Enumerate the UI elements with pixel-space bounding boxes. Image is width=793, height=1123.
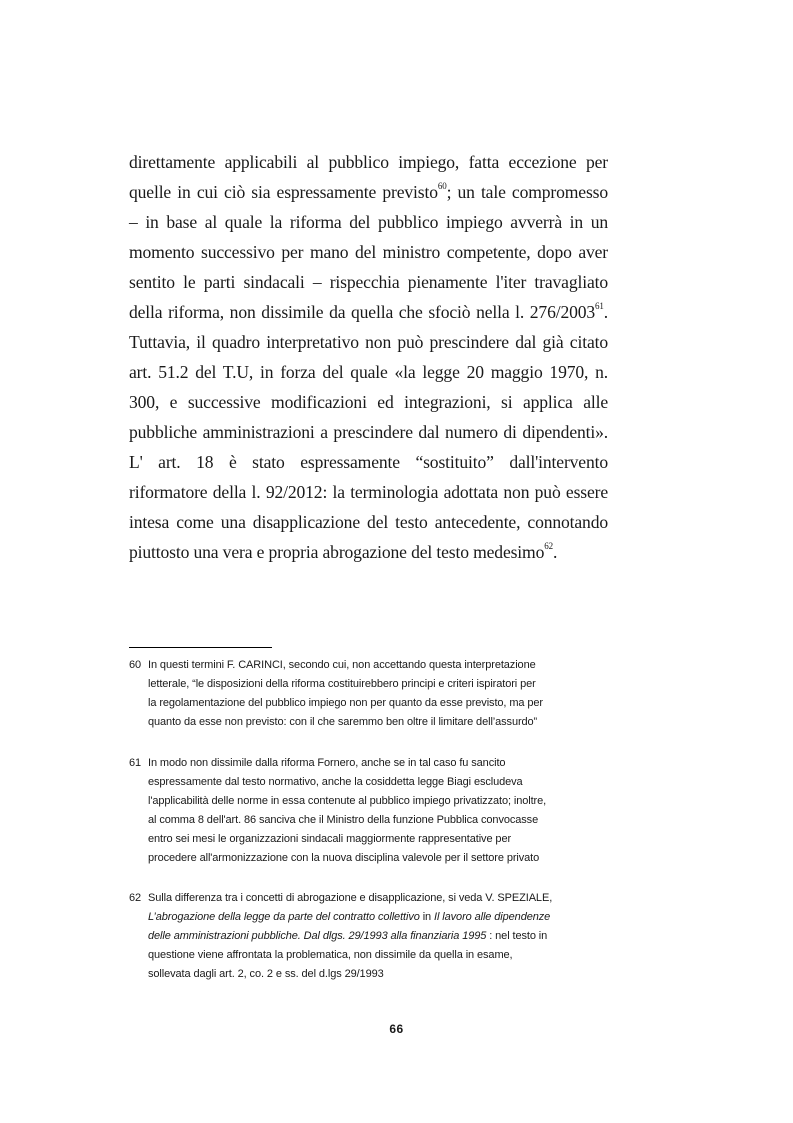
body-line: – in base al quale la riforma del pubblico impiego avverrà in un: [129, 212, 608, 232]
footnote-line: In modo non dissimile dalla riforma Fornero, anche se in tal caso fu sancito: [148, 757, 506, 769]
footnote-line: letterale, “le disposizioni della riforma costituirebbero principi e criteri ispiratori per: [148, 678, 536, 690]
footnote-number: 60: [129, 659, 142, 671]
footnote-line: quanto da esse non previsto: con il che saremmo ben oltre il limitare dell’assurdo”: [148, 716, 538, 728]
cited-title: delle amministrazioni pubbliche. Dal dlgs. 29/1993 alla finanziaria 1995: [148, 930, 487, 942]
footnote-line: sollevata dagli art. 2, co. 2 e ss. del d.lgs 29/1993: [148, 968, 384, 980]
body-line: Tuttavia, il quadro interpretativo non può prescindere dal già citato: [129, 332, 608, 352]
footnote-separator: [129, 647, 272, 648]
footnote-ref-61[interactable]: 61: [595, 301, 604, 312]
footnote-60: [129, 656, 619, 732]
footnote-line: questione viene affrontata la problematica, non dissimile da quella in esame,: [148, 949, 513, 961]
body-line: riformatore della l. 92/2012: la terminologia adottata non può essere: [129, 482, 608, 502]
body-line: quelle in cui ciò sia espressamente previsto$^{60}$; un tale compromesso: [129, 181, 608, 202]
body-line: pubbliche amministrazioni a prescindere dal numero di dipendenti».: [129, 422, 608, 442]
footnote-line: l'applicabilità delle norme in essa contenute al pubblico impiego privatizzato; inoltre,: [148, 795, 547, 807]
footnote-line: In questi termini F. CARINCI, secondo cui, non accettando questa interpretazione: [148, 659, 536, 671]
footnote-line: entro sei mesi le organizzazioni sindacali maggiormente rappresentative per: [148, 833, 512, 845]
body-line: direttamente applicabili al pubblico impiego, fatta eccezione per: [129, 152, 608, 172]
footnote-line: espressamente dal testo normativo, anche la cosiddetta legge Biagi escludeva: [148, 776, 523, 788]
footnote-line: procedere all'armonizzazione con la nuova disciplina valevole per il settore privato: [148, 852, 540, 864]
body-line: momento successivo per mano del ministro competente, dopo aver: [129, 242, 608, 262]
footnote-62: [129, 889, 619, 984]
body-line: piuttosto una vera e propria abrogazione del testo medesimo$^{62}$.: [129, 541, 558, 562]
body-line: intesa come una disapplicazione del testo antecedente, connotando: [129, 512, 608, 532]
footnote-line: al comma 8 dell'art. 86 sanciva che il Ministro della funzione Pubblica convocasse: [148, 814, 539, 826]
footnote-61: [129, 754, 619, 868]
cited-title: Il lavoro alle dipendenze: [434, 911, 551, 923]
body-line: L' art. 18 è stato espressamente “sostituito” dall'intervento: [129, 452, 608, 472]
body-line: della riforma, non dissimile da quella che sfociò nella l. 276/2003$^{61}$.: [129, 301, 608, 322]
footnote-number: 61: [129, 757, 142, 769]
body-line: 300, e successive modificazioni ed integrazioni, si applica alle: [129, 392, 608, 412]
footnote-number: 62: [129, 892, 142, 904]
body-line: art. 51.2 del T.U, in forza del quale «la legge 20 maggio 1970, n.: [129, 362, 608, 382]
body-line: sentito le parti sindacali – rispecchia pienamente l'iter travagliato: [129, 272, 608, 292]
body-text: [129, 147, 608, 567]
footnote-line: L’abrogazione della legge da parte del contratto collettivo in Il lavoro alle dipendenze: [148, 911, 551, 923]
footnote-ref-60[interactable]: 60: [437, 181, 447, 192]
footnotes: [129, 656, 619, 984]
cited-title: L’abrogazione della legge da parte del contratto collettivo: [148, 911, 420, 923]
footnote-line: Sulla differenza tra i concetti di abrogazione e disapplicazione, si veda V. SPEZIALE,: [148, 892, 553, 904]
footnote-line: delle amministrazioni pubbliche. Dal dlgs. 29/1993 alla finanziaria 1995 : nel testo in: [148, 930, 548, 942]
footnote-line: la regolamentazione del pubblico impiego non per quanto da esse previsto, ma per: [148, 697, 543, 709]
footnote-ref-62[interactable]: 62: [544, 541, 553, 552]
page-number: 66: [389, 1022, 404, 1036]
